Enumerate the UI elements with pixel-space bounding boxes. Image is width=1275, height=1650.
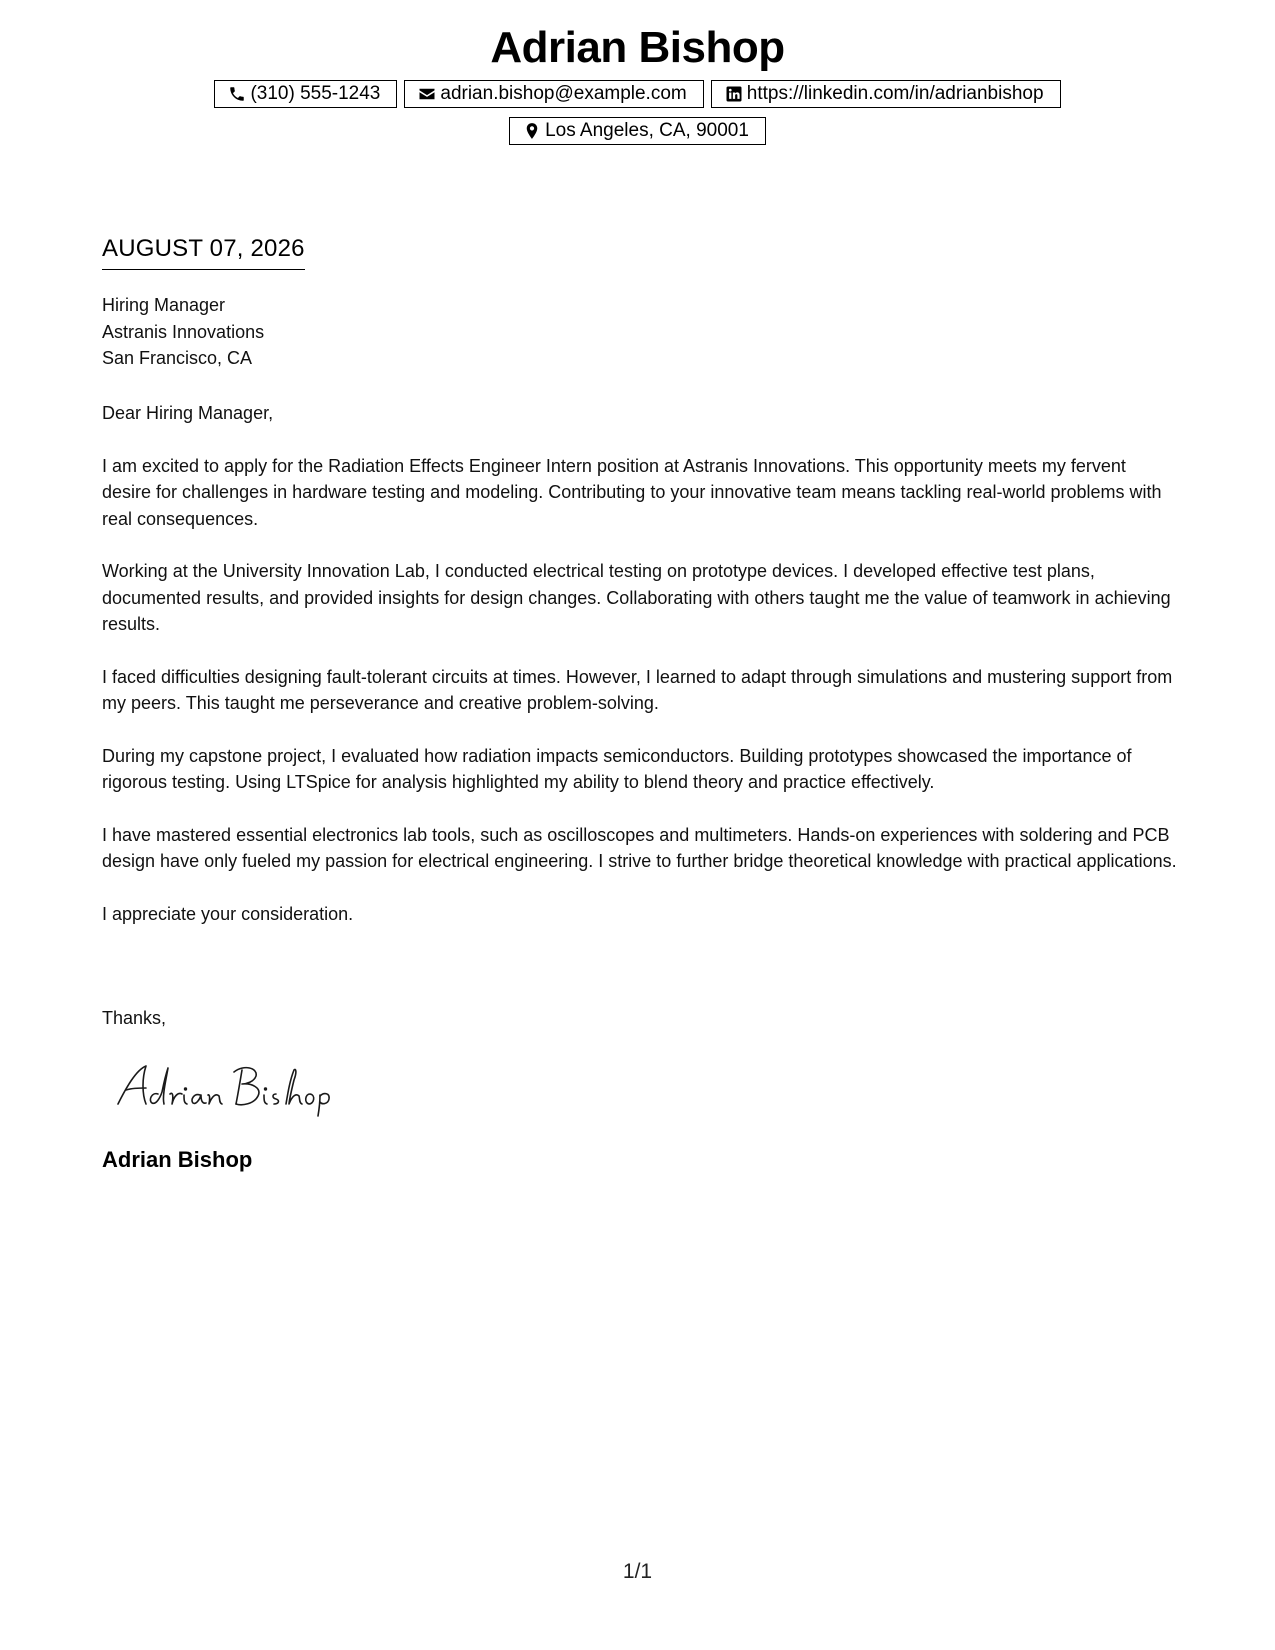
body-paragraph: I appreciate your consideration.: [102, 903, 354, 924]
contact-location-text: Los Angeles, CA, 90001: [545, 120, 749, 141]
recipient-title: Hiring Manager: [102, 295, 226, 315]
letter-body: [102, 400, 1177, 953]
body-paragraph: I faced difficulties designing fault-tolerant circuits at times. However, I learned to adapt through simulations and mustering support from my peers. This taught me perseverance and creative problem-solving.: [102, 666, 1173, 713]
contact-email-text: adrian.bishop@example.com: [440, 83, 687, 104]
contact-phone-text: (310) 555-1243: [250, 83, 381, 104]
body-paragraph: I have mastered essential electronics lab tools, such as oscilloscopes and multimeters. Hands-on experiences with soldering and PCB design have only fueled my passion for electrical engineering. I strive to further bridge theoretical knowledge with practical applications.: [102, 824, 1177, 871]
contact-location: [509, 117, 766, 145]
contact-email[interactable]: [404, 80, 703, 108]
handwritten-signature: [112, 1058, 352, 1118]
salutation: Dear Hiring Manager,: [102, 403, 274, 423]
linkedin-icon: [725, 85, 743, 103]
envelope-icon: [418, 85, 436, 103]
signer-name: Adrian Bishop: [102, 1147, 253, 1172]
contact-row-secondary: [0, 117, 1275, 145]
closing-line: Thanks,: [102, 1008, 167, 1028]
contact-phone: [214, 80, 397, 108]
recipient-location: San Francisco, CA: [102, 348, 253, 368]
recipient-address: [102, 292, 264, 372]
body-paragraph: During my capstone project, I evaluated how radiation impacts semiconductors. Building prototypes showcased the importance of rigorous testing. Using LTSpice for analysis highlighted my ability to blend theory and practice effectively.: [102, 745, 1132, 792]
contact-linkedin-text: https://linkedin.com/in/adrianbishop: [746, 83, 1044, 104]
letter-date: AUGUST 07, 2026: [102, 234, 305, 270]
contact-linkedin[interactable]: [711, 80, 1061, 108]
body-paragraph: Working at the University Innovation Lab, I conducted electrical testing on prototype devices. I developed effective test plans, documented results, and provided insights for design changes. Collaborating with others taught me the value of teamwork in achieving results.: [102, 561, 1171, 634]
contact-row-primary: [0, 80, 1275, 108]
applicant-name: Adrian Bishop: [490, 23, 785, 72]
body-paragraph: I am excited to apply for the Radiation Effects Engineer Intern position at Astranis Innovations. This opportunity meets my fervent desire for challenges in hardware testing and modeling. Contributing to your innovative team means tackling real-world problems with real consequences.: [102, 455, 1162, 529]
phone-icon: [228, 85, 246, 103]
map-pin-icon: [523, 122, 541, 140]
recipient-company: Astranis Innovations: [102, 321, 265, 342]
page-number: 1/1: [622, 1560, 653, 1583]
